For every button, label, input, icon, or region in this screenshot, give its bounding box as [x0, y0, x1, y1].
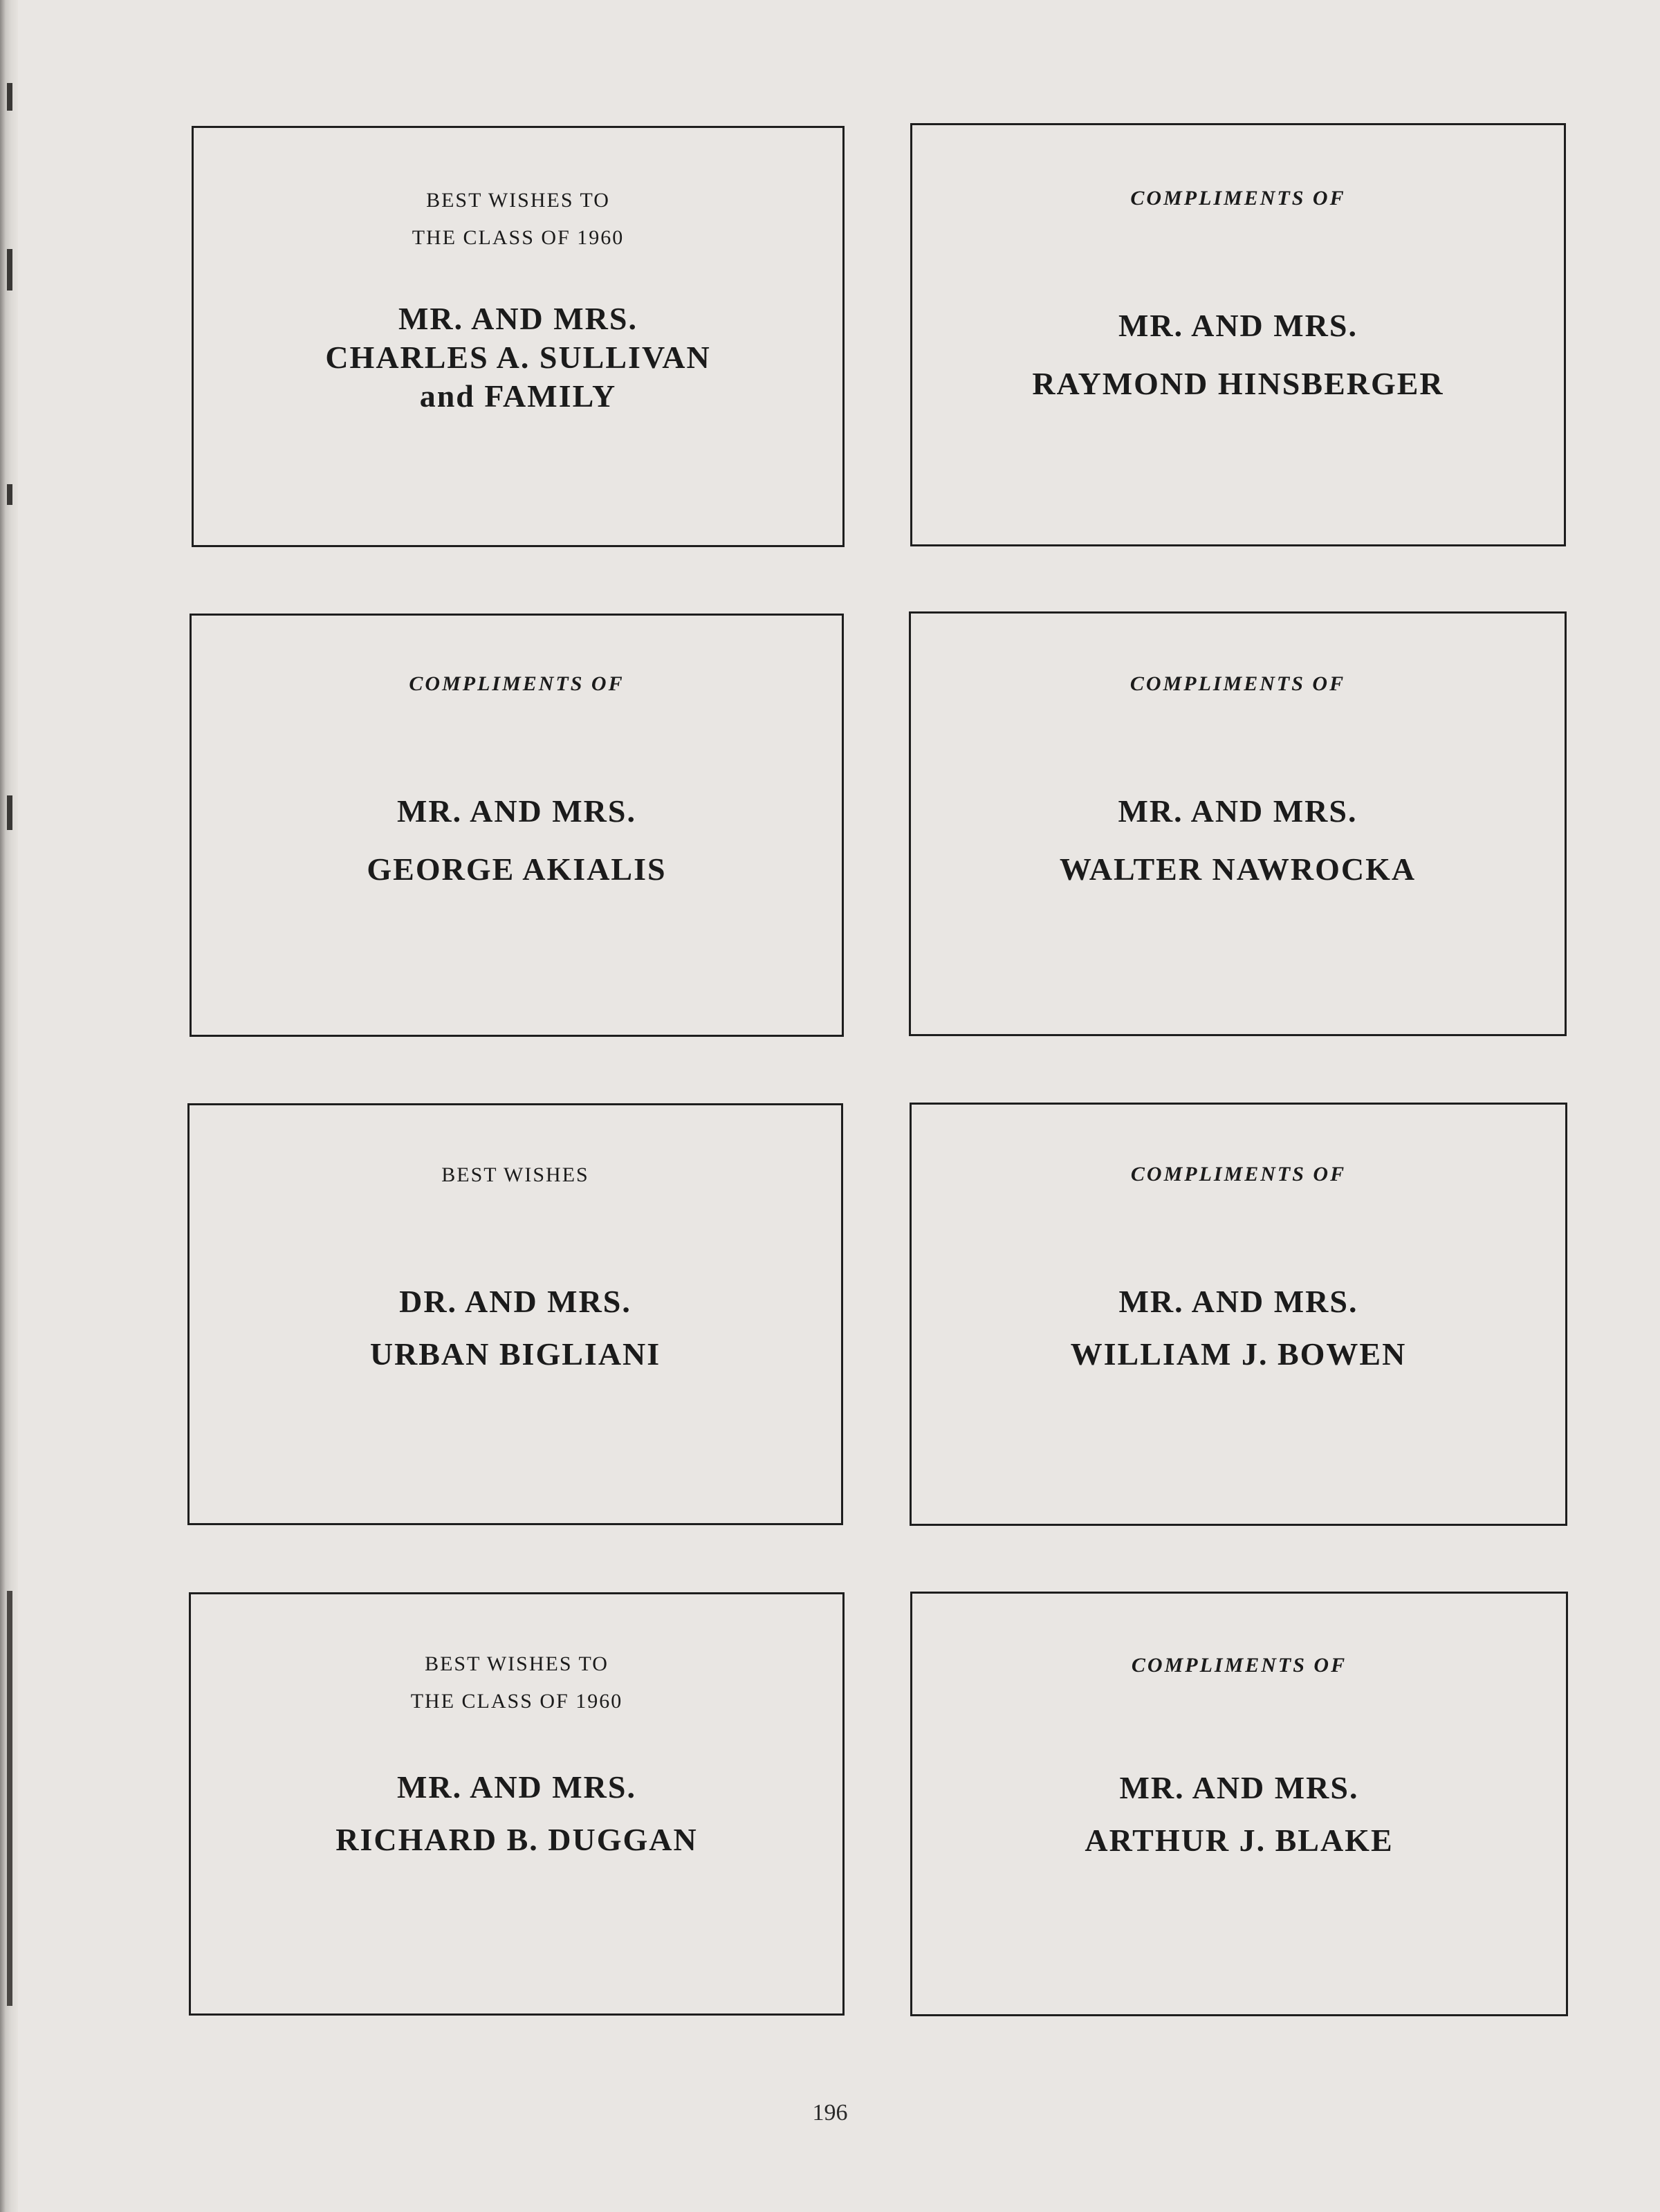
- card-greeting: [912, 1647, 1566, 1684]
- name-line: MR. AND MRS.: [1118, 793, 1358, 829]
- name-line: URBAN BIGLIANI: [369, 1336, 661, 1372]
- greeting-line: COMPLIMENTS OF: [1130, 187, 1346, 210]
- greeting-line: THE CLASS OF 1960: [412, 226, 625, 249]
- card-greeting: [190, 1156, 841, 1194]
- card-names: [191, 1761, 842, 1866]
- name-line: MR. AND MRS.: [1118, 1284, 1358, 1319]
- card-greeting: [191, 1646, 842, 1720]
- binding-mark: [7, 1591, 12, 2006]
- greeting-line: COMPLIMENTS OF: [1129, 672, 1346, 695]
- name-line: RAYMOND HINSBERGER: [1032, 366, 1444, 401]
- binding-mark: [7, 249, 12, 291]
- page-binding-edge: [0, 0, 18, 2212]
- name-line: MR. AND MRS.: [1119, 1770, 1359, 1805]
- ad-card-akialis: [190, 614, 844, 1037]
- binding-mark: [7, 795, 12, 830]
- ad-card-bigliani: [187, 1103, 843, 1525]
- binding-mark: [7, 83, 12, 111]
- ad-card-hinsberger: [910, 123, 1566, 546]
- greeting-line: COMPLIMENTS OF: [409, 672, 625, 695]
- ad-card-sullivan: [192, 126, 845, 547]
- ad-card-blake: [910, 1592, 1568, 2016]
- card-names: [912, 1275, 1565, 1381]
- ad-card-duggan: [189, 1592, 845, 2016]
- name-line: MR. AND MRS.: [1118, 308, 1358, 343]
- greeting-line: BEST WISHES TO: [425, 1652, 609, 1675]
- card-greeting: [912, 180, 1564, 217]
- card-names: [192, 782, 842, 898]
- name-line: MR. AND MRS.: [398, 301, 638, 336]
- name-line: MR. AND MRS.: [397, 793, 636, 829]
- name-line: DR. AND MRS.: [399, 1284, 631, 1319]
- name-line: WALTER NAWROCKA: [1059, 851, 1417, 887]
- name-line: CHARLES A. SULLIVAN: [325, 340, 711, 375]
- page-number: 196: [812, 2100, 848, 2126]
- card-names: [912, 297, 1564, 413]
- name-line: RICHARD B. DUGGAN: [335, 1822, 698, 1857]
- name-line: GEORGE AKIALIS: [367, 851, 667, 887]
- card-names: [912, 1762, 1566, 1867]
- card-names: [911, 782, 1565, 898]
- card-greeting: [192, 665, 842, 703]
- greeting-line: BEST WISHES: [441, 1163, 589, 1186]
- greeting-line: BEST WISHES TO: [426, 189, 610, 212]
- greeting-line: THE CLASS OF 1960: [410, 1690, 623, 1713]
- greeting-line: COMPLIMENTS OF: [1131, 1654, 1347, 1677]
- greeting-line: COMPLIMENTS OF: [1130, 1163, 1347, 1186]
- ad-card-bowen: [910, 1103, 1567, 1526]
- card-greeting: [194, 182, 842, 257]
- name-line: ARTHUR J. BLAKE: [1085, 1823, 1394, 1858]
- ad-card-nawrocka: [909, 611, 1567, 1036]
- name-line: WILLIAM J. BOWEN: [1070, 1336, 1407, 1372]
- name-line: MR. AND MRS.: [397, 1769, 636, 1805]
- binding-mark: [7, 484, 12, 505]
- card-names: [190, 1275, 841, 1381]
- card-names: [194, 299, 842, 416]
- card-greeting: [911, 665, 1565, 703]
- name-line: and FAMILY: [419, 378, 617, 414]
- card-greeting: [912, 1156, 1565, 1193]
